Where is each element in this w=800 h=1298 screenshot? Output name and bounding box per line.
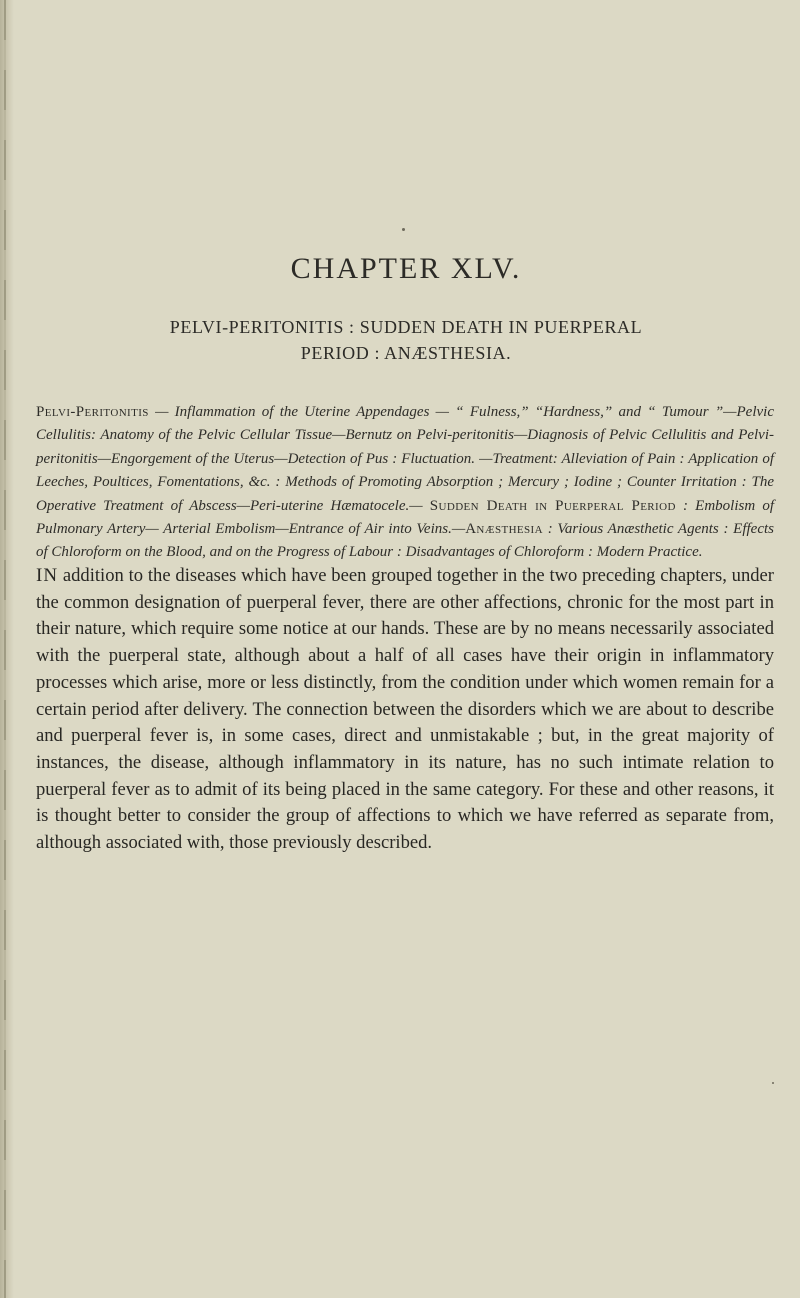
chapter-subtitle: [36, 314, 776, 366]
synopsis-text-pelvi-peritonitis: — Inflammation of the Uterine Appendages — “ Fulness,” “Hardness,” and “ Tumour ”—Pelvic Cellulitis: Anatomy of the Pelvic Cellular Tissue—Bernutz on Pelvi-peritonitis—Diagnosis of Pelvic Cellulitis and Pelvi-peritonitis—Engorgement of the Uterus—Detection of Pus : Fluctuation. —Treatment: Alleviation of Pain : Application of Leeches, Poultices, Fomentations, &c. : Methods of Promoting Absorption ; Mercury ; Iodine ; Counter Irritation : The Operative Treatment of Abscess—Peri-uterine Hæmatocele.—: [36, 404, 774, 514]
body-paragraph: [36, 563, 774, 857]
synopsis-heading-anaesthesia: Anæsthesia: [465, 521, 543, 538]
paper-speck: [772, 1082, 774, 1084]
chapter-title: CHAPTER XLV.: [290, 252, 522, 285]
chapter-synopsis: [36, 401, 774, 565]
initial-letters: IN: [36, 565, 59, 586]
subtitle-line-2: PERIOD : ANÆSTHESIA.: [300, 343, 512, 363]
synopsis-heading-sudden-death: Sudden Death in Puerperal Period: [429, 497, 676, 514]
paragraph-text: addition to the diseases which have been grouped together in the two preceding chapters, under the common designation of puerperal fever, there are other affections, chronic for the most part in their nature, which require some notice at our hands. These are by no means necessarily associated with the puerperal state, although about a half of all cases have their origin in inflammatory processes which arise, more or less distinctly, from the condition under which women remain for a certain period after delivery. The connection between the disorders which we are about to describe and puerperal fever is, in some cases, direct and unmistakable ; but, in the great majority of instances, the disease, although inflammatory in its nature, has no such intimate relation to puerperal fever as to admit of its being placed in the same category. For these and other reasons, it is thought better to consider the group of affections to which we have referred as separate from, although associated with, those previously described.: [36, 565, 774, 854]
paper-speck: [402, 228, 405, 231]
book-page: [36, 0, 776, 1298]
synopsis-text-anaesthesia: : Various Anæsthetic Agents : Effects of Chloroform on the Blood, and on the Progress of Labour : Disadvantages of Chloroform : Modern Practice.: [36, 521, 774, 561]
subtitle-line-1: PELVI-PERITONITIS : SUDDEN DEATH IN PUERPERAL: [169, 317, 643, 337]
book-binding-edge: [0, 0, 14, 1298]
synopsis-heading-pelvi-peritonitis: Pelvi-Peritonitis: [36, 404, 149, 420]
synopsis-text-sudden-death: : Embolism of Pulmonary Artery— Arterial Embolism—Entrance of Air into Veins.—: [36, 497, 774, 538]
